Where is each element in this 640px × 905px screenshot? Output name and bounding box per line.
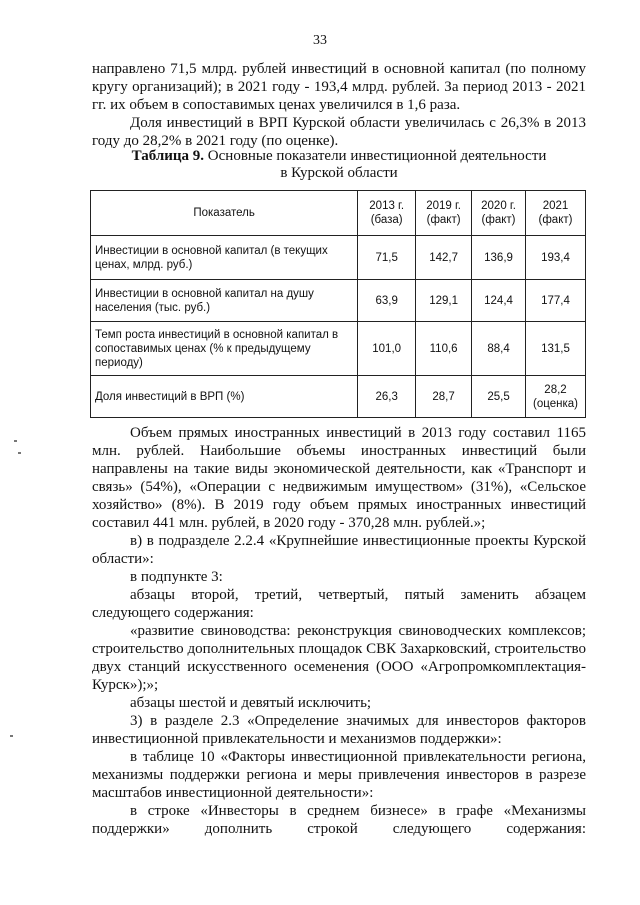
table-row <box>91 236 586 280</box>
page-number: 33 <box>313 33 327 48</box>
row-label: Доля инвестиций в ВРП (%) <box>91 376 358 418</box>
cell-2020: 25,5 <box>472 376 526 418</box>
scan-speck <box>14 440 17 442</box>
table-row <box>91 280 586 322</box>
table-caption <box>92 148 586 182</box>
cell-2021: 177,4 <box>526 280 586 322</box>
paragraph-section-23: 3) в разделе 2.3 «Определение значимых для инвесторов факторов инвестиционной привлекательности и механизмов поддержки»: <box>92 713 586 747</box>
cell-2021: 131,5 <box>526 322 586 376</box>
cell-2020: 124,4 <box>472 280 526 322</box>
paragraph-investments-volume: направлено 71,5 млрд. рублей инвестиций в основной капитал (по полному кругу организаций); в 2021 году - 193,4 млрд. рублей. За период 2013 - 2021 гг. их объем в сопоставимых ценах увеличился в 1,6 раза. <box>92 61 586 113</box>
cell-2020: 136,9 <box>472 236 526 280</box>
paragraph-medium-business: в строке «Инвесторы в среднем бизнесе» в графе «Механизмы поддержки» дополнить строкой следующего содержания: <box>92 803 586 837</box>
row-label: Инвестиции в основной капитал на душу населения (тыс. руб.) <box>91 280 358 322</box>
row-label: Темп роста инвестиций в основной капитал в сопоставимых ценах (% к предыдущему периоду) <box>91 322 358 376</box>
paragraph-foreign-investment: Объем прямых иностранных инвестиций в 2013 году составил 1165 млн. рублей. Наибольшие объемы иностранных инвестиций были направлены на такие виды экономической деятельности, как «Транспорт и связь» (54%), «Операции с недвижимым имуществом» (31%), «Сельское хозяйство» (8%). В 2019 году объем прямых иностранных инвестиций составил 441 млн. рублей, в 2020 году - 370,28 млн. рублей.»; <box>92 425 586 531</box>
cell-2021: 28,2 (оценка) <box>526 376 586 418</box>
header-indicator: Показатель <box>91 191 358 236</box>
paragraph-table-10: в таблице 10 «Факторы инвестиционной привлекательности региона, механизмы поддержки региона и меры привлечения инвесторов в разрезе масштабов инвестиционной деятельности»: <box>92 749 586 801</box>
paragraph-replace-abzats: абзацы второй, третий, четвертый, пятый заменить абзацем следующего содержания: <box>92 587 586 621</box>
header-2013: 2013 г. (база) <box>358 191 416 236</box>
scan-speck <box>10 735 13 737</box>
table-caption-number: Таблица 9. <box>131 148 205 164</box>
body-text-block <box>92 424 586 838</box>
cell-2013: 71,5 <box>358 236 416 280</box>
cell-2013: 63,9 <box>358 280 416 322</box>
cell-2013: 101,0 <box>358 322 416 376</box>
paragraph-grp-share: Доля инвестиций в ВРП Курской области увеличилась с 26,3% в 2013 году до 28,2% в 2021 году (по оценке). <box>92 115 586 149</box>
row-label: Инвестиции в основной капитал (в текущих ценах, млрд. руб.) <box>91 236 358 280</box>
table-header-row <box>91 191 586 236</box>
table-row <box>91 322 586 376</box>
paragraph-exclude: абзацы шестой и девятый исключить; <box>130 695 372 711</box>
header-2021: 2021 (факт) <box>526 191 586 236</box>
cell-2019: 142,7 <box>416 236 472 280</box>
paragraph-subpoint-3: в подпункте 3: <box>130 569 223 585</box>
paragraph-pig-farming: «развитие свиноводства: реконструкция свиноводческих комплексов; строительство дополнительных площадок СВК Захарковский, строительство двух станций искусственного осеменения (ООО «Агропромкомплектация-Курск»);»; <box>92 623 586 693</box>
paragraph-subsection-224: в) в подразделе 2.2.4 «Крупнейшие инвестиционные проекты Курской области»: <box>92 533 586 567</box>
cell-2019: 129,1 <box>416 280 472 322</box>
table-row <box>91 376 586 418</box>
table-caption-line2: в Курской области <box>280 165 398 181</box>
cell-2020: 88,4 <box>472 322 526 376</box>
cell-2019: 28,7 <box>416 376 472 418</box>
table-caption-line1 <box>92 148 586 165</box>
header-2020: 2020 г. (факт) <box>472 191 526 236</box>
scan-speck <box>18 452 21 454</box>
cell-2021: 193,4 <box>526 236 586 280</box>
cell-2013: 26,3 <box>358 376 416 418</box>
table-caption-title: Основные показатели инвестиционной деятельности <box>204 148 547 164</box>
header-2019: 2019 г. (факт) <box>416 191 472 236</box>
cell-2019: 110,6 <box>416 322 472 376</box>
top-text-block <box>92 60 586 150</box>
investment-indicators-table <box>90 190 586 418</box>
